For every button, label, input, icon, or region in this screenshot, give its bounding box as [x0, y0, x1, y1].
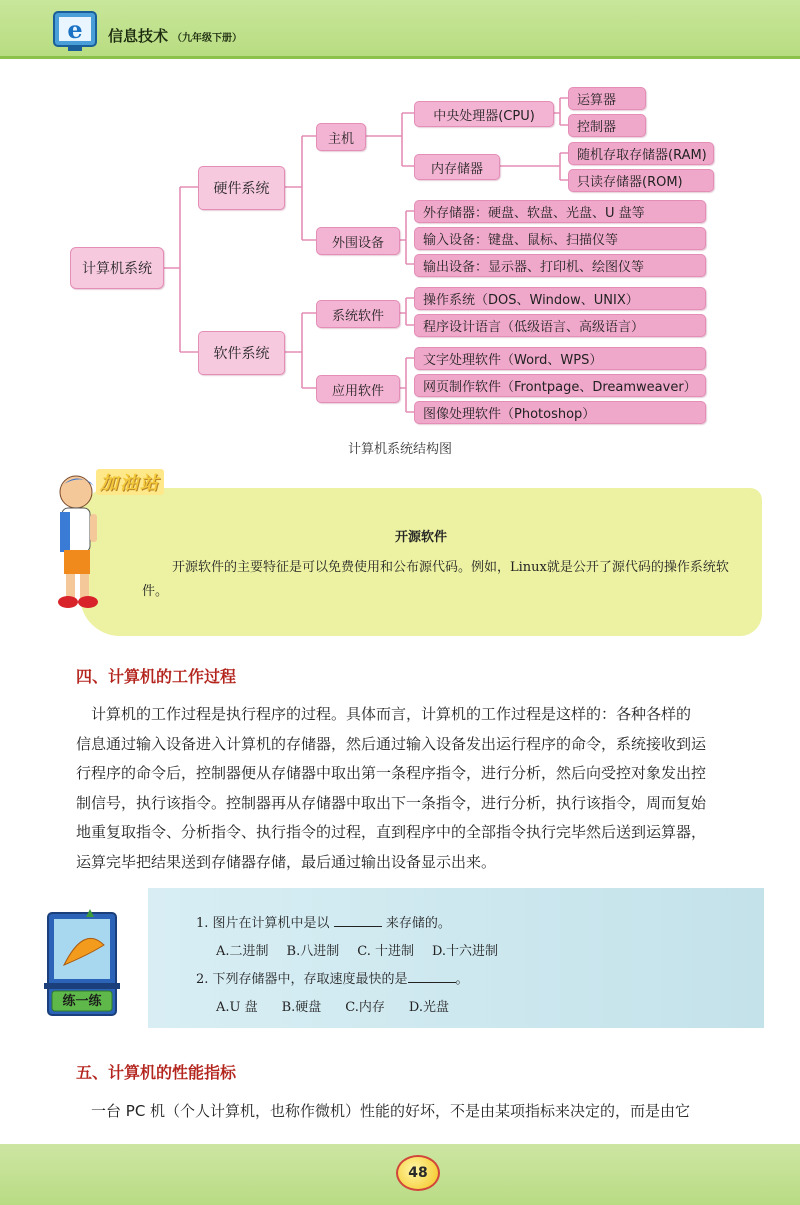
paragraph-line: 行程序的命令后，控制器便从存储器中取出第一条程序指令，进行分析，然后向受控对象发出控 [76, 764, 707, 783]
node-computer-system: 计算机系统 [70, 247, 164, 289]
node-input-devices: 输入设备：键盘、鼠标、扫描仪等 [414, 227, 706, 250]
node-hardware-system: 硬件系统 [198, 166, 285, 210]
exercise-label: 练一练 [62, 994, 102, 1009]
option[interactable]: B.八进制 [286, 944, 340, 959]
node-memory: 内存储器 [414, 154, 500, 180]
svg-text:e: e [67, 15, 83, 44]
node-application-software: 应用软件 [316, 375, 400, 403]
node-operating-system: 操作系统（DOS、Window、UNIX） [414, 287, 706, 310]
node-controller: 控制器 [568, 114, 646, 137]
tip-title: 开源软件 [394, 530, 447, 545]
node-alu: 运算器 [568, 87, 646, 110]
answer-blank[interactable] [408, 970, 456, 983]
node-image-processing: 图像处理软件（Photoshop） [414, 401, 706, 424]
tip-body: 开源软件的主要特征是可以免费使用和公布源代码。例如，Linux就是公开了源代码的操作系统软件。 [142, 560, 729, 599]
paragraph-line: 信息通过输入设备进入计算机的存储器，然后通过输入设备发出运行程序的命令，系统接收到运 [76, 734, 707, 753]
section-4-paragraph [76, 700, 788, 878]
option[interactable]: A.二进制 [216, 944, 269, 959]
paragraph-line: 制信号，执行该指令。控制器再从存储器中取出下一条指令，进行分析，执行该指令，周而复始 [76, 793, 707, 812]
node-rom: 只读存储器(ROM) [568, 169, 714, 192]
option[interactable]: D.十六进制 [431, 944, 499, 959]
option[interactable]: C. 十进制 [357, 944, 414, 959]
node-cpu: 中央处理器(CPU) [414, 101, 554, 127]
paragraph-line: 地重复取指令、分析指令、执行指令的过程，直到程序中的全部指令执行完毕然后送到运算器， [76, 823, 707, 842]
section-5-paragraph: 一台 PC 机（个人计算机，也称作微机）性能的好坏，不是由某项指标来决定的，而是由它 [76, 1102, 691, 1120]
book-subtitle: （九年级下册） [172, 33, 243, 44]
page-number: 48 [396, 1155, 440, 1191]
section-4-heading: 四、计算机的工作过程 [76, 667, 237, 686]
node-output-devices: 输出设备：显示器、打印机、绘图仪等 [414, 254, 706, 277]
node-web-authoring: 网页制作软件（Frontpage、Dreamweaver） [414, 374, 706, 397]
node-word-processing: 文字处理软件（Word、WPS） [414, 347, 706, 370]
node-programming-languages: 程序设计语言（低级语言、高级语言） [414, 314, 706, 337]
question-2-options [196, 994, 516, 1022]
node-system-software: 系统软件 [316, 300, 400, 328]
node-software-system: 软件系统 [198, 331, 285, 375]
option[interactable]: D.光盘 [408, 1000, 450, 1015]
node-host: 主机 [316, 123, 366, 151]
diagram-caption: 计算机系统结构图 [347, 442, 452, 457]
node-peripherals: 外围设备 [316, 227, 400, 255]
option[interactable]: A.U 盘 [216, 1000, 258, 1015]
question-1: 1. 图片在计算机中是以 来存储的。 [196, 916, 451, 931]
book-title: 信息技术 （九年级下册） [108, 27, 243, 45]
answer-blank[interactable] [334, 914, 382, 927]
node-ram: 随机存取存储器(RAM) [568, 142, 714, 165]
paragraph-line: 计算机的工作过程是执行程序的过程。具体而言，计算机的工作过程是这样的：各种各样的 [76, 705, 692, 723]
node-external-storage: 外存储器：硬盘、软盘、光盘、U 盘等 [414, 200, 706, 223]
tip-badge: 加油站 [96, 469, 164, 495]
paragraph-line: 运算完毕把结果送到存储器存储，最后通过输出设备显示出来。 [76, 852, 497, 871]
section-5-heading: 五、计算机的性能指标 [76, 1063, 237, 1082]
option[interactable]: C.内存 [345, 1000, 385, 1015]
question-1-options [196, 938, 516, 966]
option[interactable]: B.硬盘 [281, 1000, 322, 1015]
exercise-questions [196, 910, 516, 1022]
question-2: 2. 下列存储器中，存取速度最快的是 。 [196, 972, 469, 987]
